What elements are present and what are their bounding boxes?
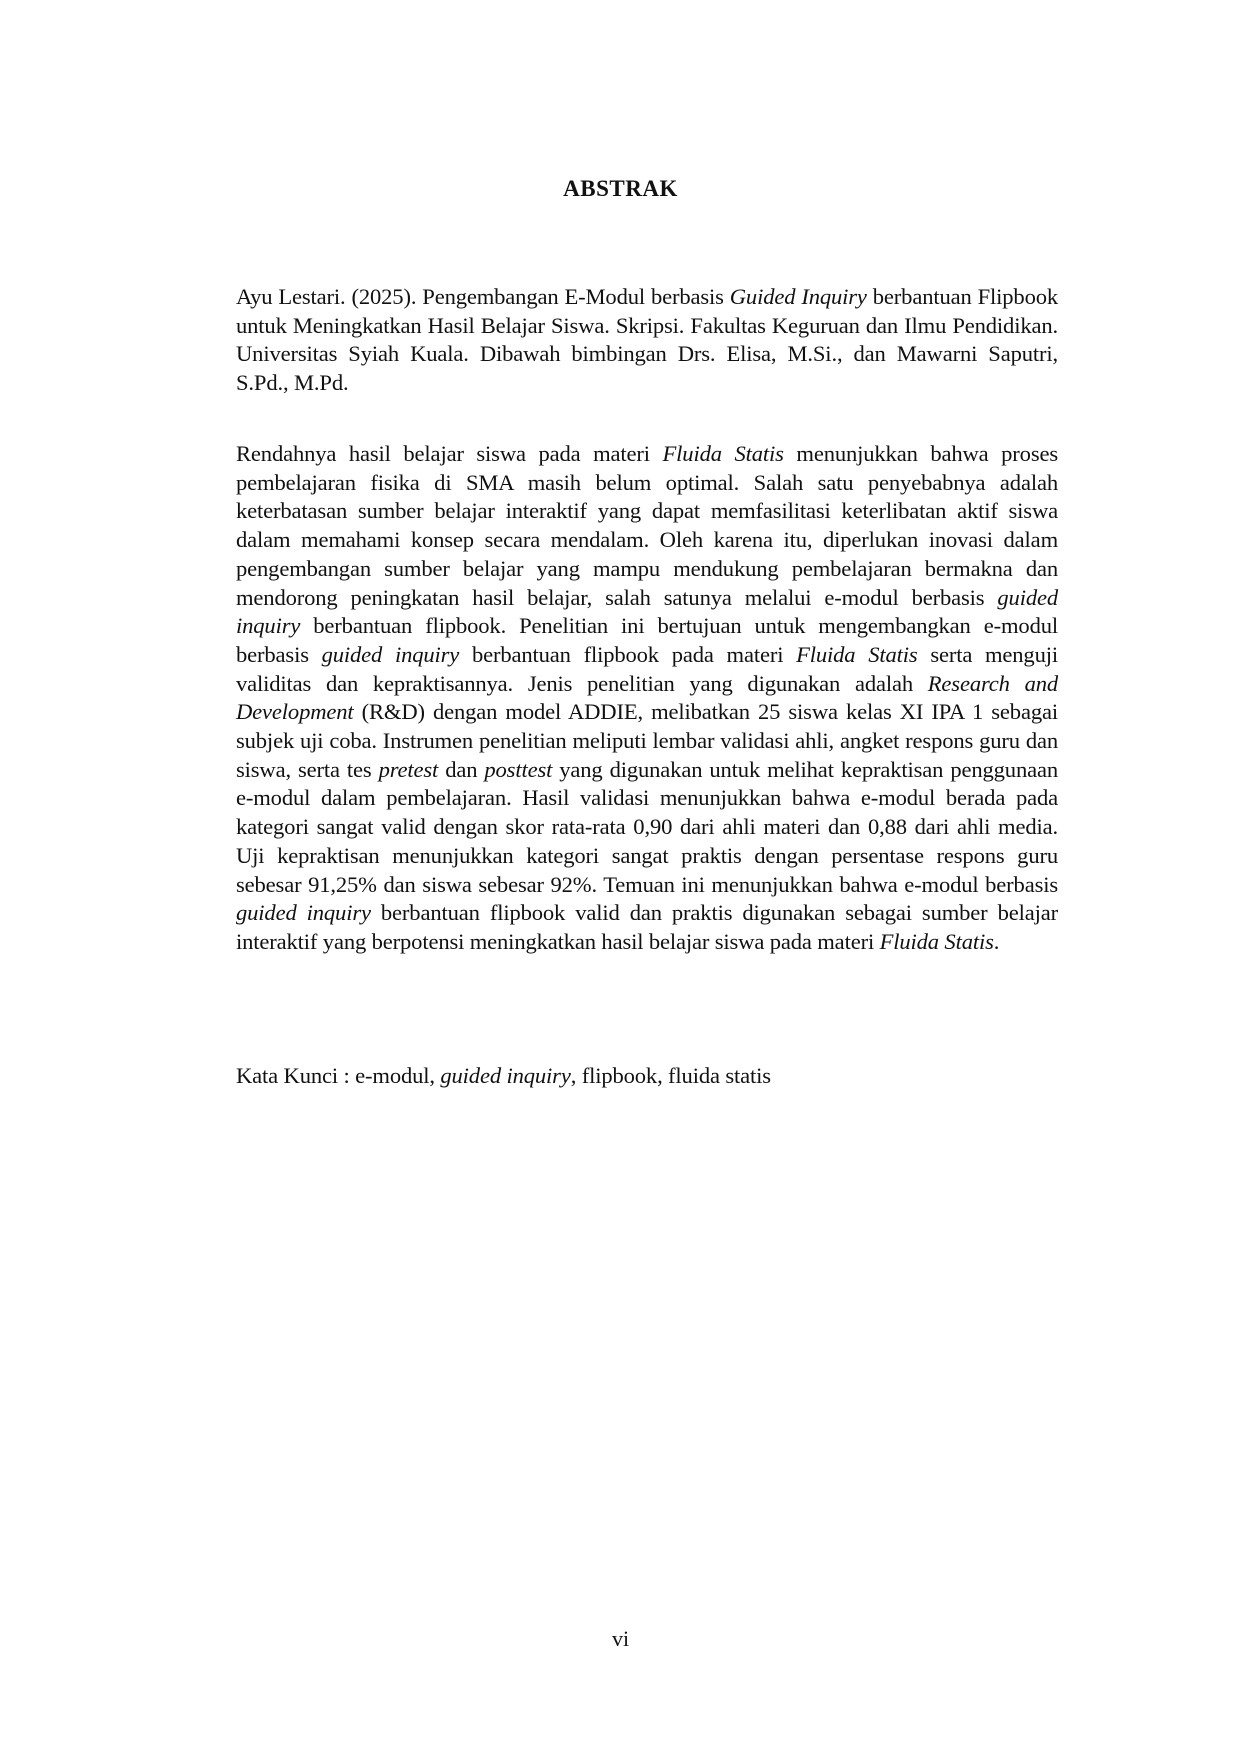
abstract-paragraph (236, 440, 1058, 957)
text-run: berbantuan flipbook valid dan praktis digunakan sebagai sumber belajar interaktif yang berpotensi meningkatkan hasil belajar siswa pada materi (236, 900, 1058, 954)
italic-term: Fluida Statis (796, 641, 918, 667)
text-run: . (993, 928, 1000, 954)
italic-term: Fluida Statis (662, 441, 784, 466)
text-run: (R&D) dengan model ADDIE, melibatkan 25 siswa kelas XI IPA 1 sebagai subjek uji coba. Instrumen penelitian meliputi lembar validasi ahli, angket respons guru dan siswa, serta tes (236, 699, 1058, 782)
italic-term: guided inquiry (440, 1063, 571, 1088)
text-run: , flipbook, fluida statis (570, 1063, 771, 1088)
text-run: Ayu Lestari. (2025). Pengembangan E-Modul berbasis (236, 284, 730, 309)
text-run: berbantuan flipbook. Penelitian ini bertujuan untuk mengembangkan e-modul berbasis (236, 613, 1058, 667)
abstract-heading: ABSTRAK (563, 176, 678, 201)
citation-paragraph (236, 283, 1058, 398)
italic-term: guided inquiry (236, 900, 371, 926)
text-run: menunjukkan bahwa proses pembelajaran fisika di SMA masih belum optimal. Salah satu penyebabnya adalah keterbatasan sumber belajar interaktif yang dapat memfasilitasi keterlibatan aktif siswa dalam memahami konsep secara mendalam. Oleh karena itu, diperlukan inovasi dalam pengembangan sumber belajar yang mampu mendukung pembelajaran bermakna dan mendorong peningkatan hasil belajar, salah satunya melalui e-modul berbasis (236, 441, 1058, 610)
italic-term: Research and Development (236, 670, 1059, 725)
italic-term: Guided Inquiry (729, 284, 867, 309)
italic-term: pretest (378, 756, 439, 782)
italic-term: guided inquiry (236, 584, 1058, 639)
text-run: Rendahnya hasil belajar siswa pada materi (236, 441, 663, 466)
keywords-line (236, 1062, 1058, 1091)
italic-term: guided inquiry (321, 641, 460, 667)
italic-term: Fluida Statis (879, 928, 994, 954)
text-run: dan (438, 756, 485, 782)
italic-term: posttest (484, 756, 553, 782)
page-number: vi (611, 1626, 630, 1651)
text-run: berbantuan Flipbook untuk Meningkatkan Hasil Belajar Siswa. Skripsi. Fakultas Keguruan dan Ilmu Pendidikan. Universitas Syiah Kuala. Dibawah bimbingan Drs. Elisa, M.Si., dan Mawarni Saputri, S.Pd., M.Pd. (236, 284, 1059, 396)
text-run: Kata Kunci : e-modul, (236, 1063, 441, 1088)
text-run: serta menguji validitas dan kepraktisannya. Jenis penelitian yang digunakan adalah (236, 641, 1058, 696)
text-run: berbantuan flipbook pada materi (459, 641, 797, 667)
text-run: yang digunakan untuk melihat kepraktisan penggunaan e-modul dalam pembelajaran. Hasil validasi menunjukkan bahwa e-modul berada pada kategori sangat valid dengan skor rata-rata 0,90 dari ahli materi dan 0,88 dari ahli media. Uji kepraktisan menunjukkan kategori sangat praktis dengan persentase respons guru sebesar 91,25% dan siswa sebesar 92%. Temuan ini menunjukkan bahwa e-modul berbasis (236, 756, 1059, 897)
